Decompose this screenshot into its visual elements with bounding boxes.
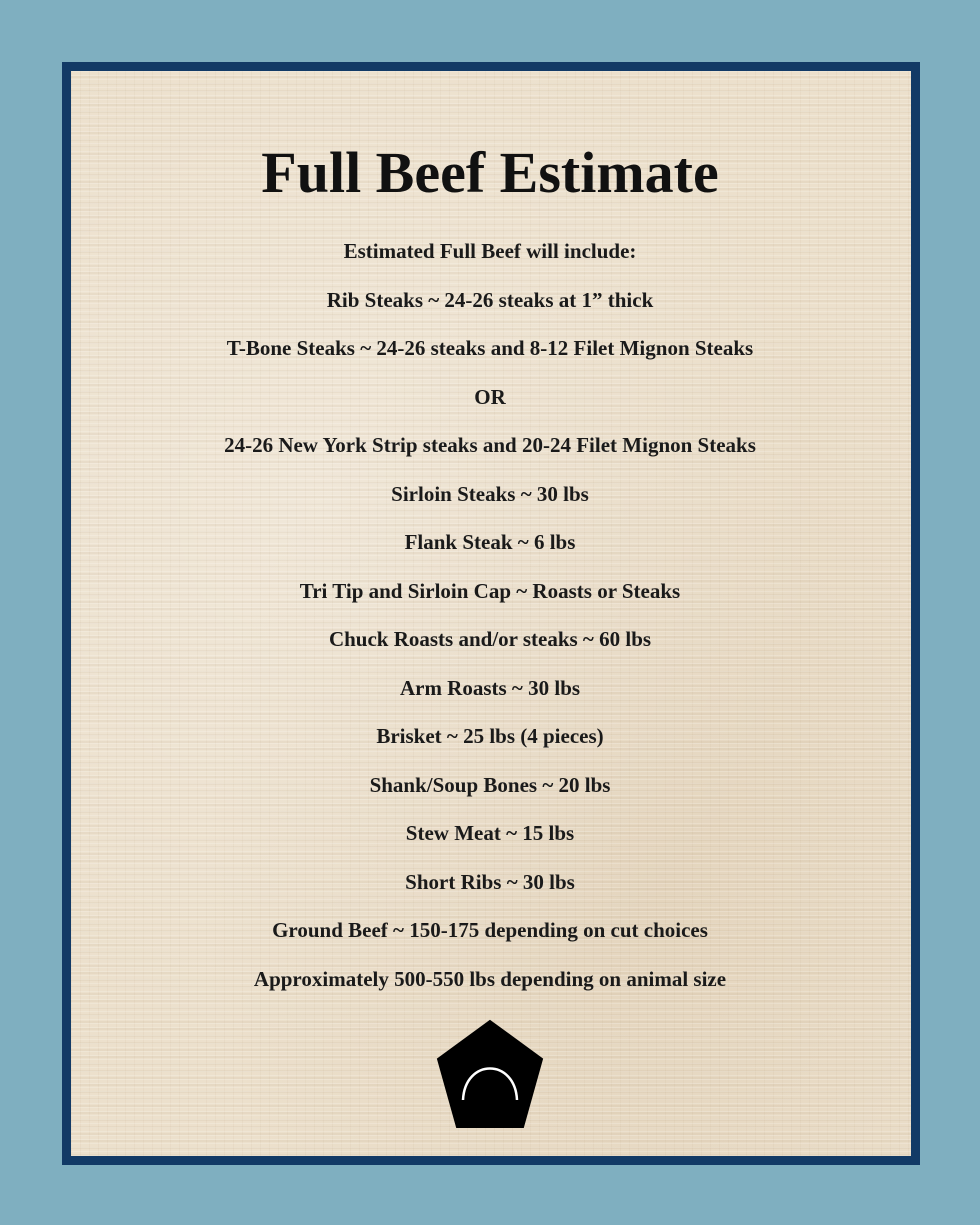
list-item: Sirloin Steaks ~ 30 lbs <box>391 481 589 506</box>
list-item: Rib Steaks ~ 24-26 steaks at 1” thick <box>326 287 654 312</box>
list-item: Shank/Soup Bones ~ 20 lbs <box>369 772 611 797</box>
list-item: Arm Roasts ~ 30 lbs <box>399 675 581 700</box>
page-title: Full Beef Estimate <box>261 140 719 205</box>
pentagon-arch-logo-icon <box>435 1018 545 1130</box>
list-item: Chuck Roasts and/or steaks ~ 60 lbs <box>328 627 652 651</box>
list-item: T-Bone Steaks ~ 24-26 steaks and 8-12 Filet Mignon Steaks <box>226 336 754 360</box>
list-item: Flank Steak ~ 6 lbs <box>404 530 576 554</box>
list-item: OR <box>474 384 506 409</box>
list-item: Approximately 500-550 lbs depending on animal size <box>253 966 727 991</box>
list-item: Short Ribs ~ 30 lbs <box>405 869 575 894</box>
list-item: Ground Beef ~ 150-175 depending on cut choices <box>272 918 708 942</box>
list-item: 24-26 New York Strip steaks and 20-24 Filet Mignon Steaks <box>224 433 756 457</box>
list-item: Brisket ~ 25 lbs (4 pieces) <box>376 724 604 748</box>
list-item: Tri Tip and Sirloin Cap ~ Roasts or Steaks <box>299 578 681 603</box>
beef-cuts-list <box>0 229 980 1005</box>
list-item: Stew Meat ~ 15 lbs <box>405 821 575 845</box>
list-item: Estimated Full Beef will include: <box>343 239 637 263</box>
